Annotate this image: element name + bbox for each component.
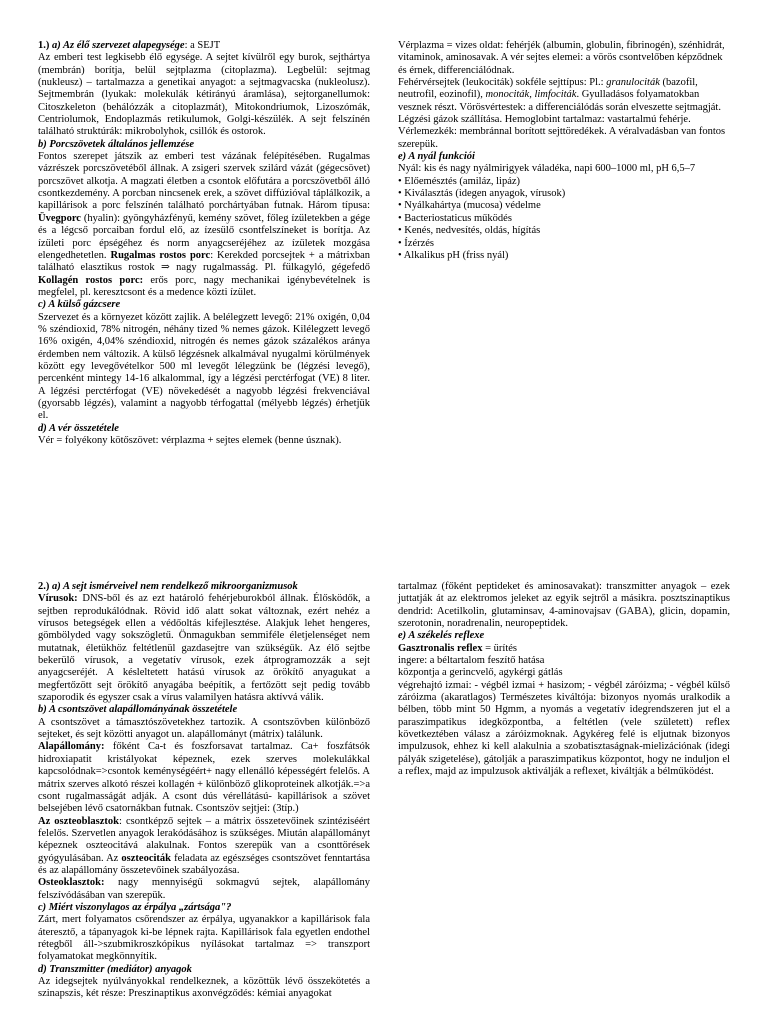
nyal-list-item: • Előemésztés (amiláz, lipáz) <box>398 175 521 187</box>
transzmitter-heading: d) Transzmitter (mediátor) anyagok <box>38 963 192 975</box>
gazcsere-heading: c) A külső gázcsere <box>38 299 121 311</box>
oszteoblaszt-paragraph: Az oszteoblasztok: csontképző sejtek – a mátrix összetevőinek szintéziséért felelős. Szervetlen anyagok lerakódásához is szükséges. Miután alapállományt képeznek oszteocitává alakulnak. Fontos szerepük van a csonttörések gyógyulásában. Az oszteociták feladata az egészséges csontszövet fenntartása és az alapállomány összetevőinek szabályozása. <box>38 815 371 876</box>
oszteoklaszt-paragraph: Osteoklasztok: nagy mennyiségű sokmagvú sejtek, alapállomány felszívódásában van szerepük. <box>38 877 370 901</box>
nyal-intro: Nyál: kis és nagy nyálmirigyek váladéka, napi 600–1000 ml, pH 6,5–7 <box>398 163 696 175</box>
transzmitter-continued-paragraph: tartalmaz (főként peptideket és aminosavakat): transzmitter anyagok – ezek juttatják át az elektromos jeleket az egyik sejtről a másikra. posztszinaptikus dendrid: Acetilkolin, glutaminsav, 4-aminovajsav (GABA), glicin, dopamin, szerotonin, noradrenalin, neuropeptidek. <box>398 581 730 630</box>
erpalya-heading: c) Miért viszonylagos az érpálya „zártsága"? <box>38 901 232 913</box>
gasztronalis-line: Gasztronalis reflex = ürítés <box>398 642 517 654</box>
alapallomany-paragraph: Alapállomány: főként Ca-t és foszforsavat tartalmaz. Ca+ foszfátsók hidroxiapatit kristályokat képeznek, ezek szerves molekulákkal kapcsolódnak=>csontok keménységéért+ nagy ellenálló képességért felelős. A mátrix szerves alkotó részei kollagén + különböző glikoproteinek alkotják.=>a csont rugalmasságát adják. A csont dús vérellátású- kapillárisok a szövet belsejében lévő csatornákban futnak. Csontszöv sejtjei: (3típ.) <box>38 741 371 815</box>
nyal-list-item: • Nyálkahártya (mucosa) védelme <box>398 200 541 212</box>
transzmitter-paragraph: Az idegsejtek nyúlványokkal rendelkeznek, a közöttük lévő összekötetés a szinapszis, két része: Preszinaptikus axonvégződés: kémiai anyagokat <box>38 976 370 1000</box>
vegrehajto-paragraph: végrehajtó izmai: - végbél izmai + hasizom; - végbél záróizma; - végbél külső záróizma (akaratlagos) Természetes kiváltója: bizonyos nyomás uralkodik a bélben, több mint 50 Hgmm, a nyomás a vegetatív idegrendszeren jut el a paraszimpatikus idegközpontba, a feltétlen (vele született) reflex következtében válasz a záróizmoknak. Agykéreg felé is eljutnak bizonyos impulzusok, ehhez ki kell alakulnia a szobatisztaságnak-mielizációnak (idegi pályák szigetelése), gátolják a paraszimpatikus központot, hogy ne induljon el a reflex, majd az impulzusok aktiválják a reflexet, kiváltják a bélműködést. <box>398 679 730 778</box>
section2-right-column <box>398 581 730 779</box>
kozpontja-line: központja a gerincvelő, agykérgi gátlás <box>398 667 563 679</box>
nyal-list-item: • Kenés, nedvesítés, oldás, hígítás <box>398 225 541 237</box>
feherversejt-paragraph: Fehérvérsejtek (leukociták) sokféle sejttípus: Pl.: granulociták (bazofil, neutrofil, eozinofil), monociták, limfociták. Gyulladásos folyamatokban vesznek részt. Vörösvértestek: a differenciálódás során elveszette sejtmagját. Légzési gázok szállítása. Hemoglobint tartalmaz: vastartalmú fehérje. Vérlemezkék: membránnal borított sejttöredékek. A véralvadásban van fontos szerepük. <box>398 77 726 150</box>
virusok-paragraph: Vírusok: DNS-ből és az ezt határoló fehérjeburokból állnak. Élősködők, a sejtben reprodukálódnak. Rövid idő alatt sokat változnak, ezért nehéz a vírusos betegségek ellen a védőoltás kifejlesztése. Alakjuk lehet hengeres, gömbölyded vagy sokszögletű. Önmagukban semmiféle életjelenséget nem mutatnak, életükhöz feltétlenül gazdasejtre van szükségük. Az élő sejtbe bekerülő vírusok, a vegetatív vírusok, ezek átprogramozzák a sejt anyagcseréjét. A késleltetett hatású vírusok az örökítő anyagukat a megfertőzött sejt örökítő anyagába beépítik, a fertőzött sejt pedig tovább szaporodik és egyszer csak a vírus valamilyen hatásra aktívvá válik. <box>38 593 370 704</box>
nyal-list-item: • Alkalikus pH (friss nyál) <box>398 249 509 261</box>
section1-right-column <box>398 40 730 262</box>
verplazma-paragraph: Vérplazma = vizes oldat: fehérjék (albumin, globulin, fibrinogén), szénhidrát, vitaminok, aminosavak. A vér sejtes elemei: a vörös csontvelőben képződnek és érnek, differenciálódnak. <box>398 40 725 76</box>
section2-heading: 2.) a) A sejt ismérveivel nem rendelkező mikroorganizmusok <box>38 581 298 592</box>
erpalya-paragraph: Zárt, mert folyamatos csőrendszer az érpálya, ugyanakkor a kapillárisok fala áteresztő, a tápanyagok ki-be lépnek rajta. Kapillárisok fala egyetlen endothel rétegből áll->szubmikroszkópikus nyílásokat tartalmaz => transzport folyamatokat megkönnyítik. <box>38 914 370 963</box>
section2-left-column <box>38 581 370 1001</box>
ver-paragraph: Vér = folyékony kötőszövet: vérplazma + sejtes elemek (benne úsznak). <box>38 435 342 446</box>
nyal-heading: e) A nyál funkciói <box>398 151 475 163</box>
csontszovet-paragraph: A csontszövet a támasztószövetekhez tartozik. A csontszövben különböző sejteket, és sejt közötti anyagot un. alapállományt (mátrix) találunk. <box>38 716 370 741</box>
szekeles-heading: e) A székelés reflexe <box>398 630 485 642</box>
nyal-list-item: • Kiválasztás (idegen anyagok, vírusok) <box>398 188 566 200</box>
nyal-list-item: • Bacteriostaticus működés <box>398 212 512 224</box>
csontszovet-heading: b) A csontszövet alapállományának összetétele <box>38 704 238 716</box>
ingere-line: ingere: a béltartalom feszítő hatása <box>398 655 545 667</box>
section1-left-column <box>38 40 370 447</box>
nyal-list-item: • Ízérzés <box>398 237 435 249</box>
gazcsere-paragraph: Szervezet és a környezet között zajlik. A belélegzett levegő: 21% oxigén, 0,04 % széndioxid, 78% nitrogén, néhány tized % nemes gázok. Kilélegzett levegő 16% oxigén, 4,04% széndioxid, nitrogén és nemes gázok százalékos aránya érdemben nem változik. A külső légzésnek alkalmával nyugalmi körülmények között egy levegővételkor 500 ml levegőt lélegzünk be (légzési levegő), percenként mintegy 14-16 alkalommal, így a légzési perctérfogat (VE) 8 liter. A légzési perctérfogat (VE) növekedését a nagyobb légzési frekvenciával (gyorsabb légzés), valamint a nagyobb térfogattal (mélyebb légzés) érhetjük el. <box>38 311 370 422</box>
sejt-paragraph: Az emberi test legkisebb élő egysége. A sejtet kívülről egy burok, sejthártya (membrán) borítja, belül sejtplazma (citoplazma). Legbelül: sejtmag (nukleusz) – tartalmazza a genetikai anyagot: a sejtmagvacska (nukleolusz). Sejtmembrán (lyukak: molekulák kétirányú áramlása), sejtorganellumok: Citoszkeleton (behálózzák a citoplazmát), Mitokondriumok, Lizoszómák, Centriolumok, Endoplazmás retikulumok, Golgi-készülék. A sejt felszínén található struktúrák: mikrobolyhok, csillók és ostorok. <box>38 52 370 138</box>
porcszovet-paragraph: Fontos szerepet játszik az emberi test vázának felépítésében. Rugalmas vázrészek porcszövetéből állnak. A zsigeri szervek szilárd vázát (gégecsövet) porcszövet alkotja. A magzati életben a csontok előfutára a porcszövetből álló csontkezdemény. A porcban nincsenek erek, a szövet diffúzióval táplálkozik, a kapillárisok a porc felszínén található porchártyában futnak. Három típusa: Üvegporc (hyalin): gyöngyházfényű, kemény szövet, főleg ízületekben a gége és a légcső porcaiban fordul elő, az ízesülő csontfelszíneket is borítja. Az ízületi porc épségéhez és norm anyagcseréjéhez az ízületek mozgása elengedhetetlen. Rugalmas rostos porc: Kerekded porcsejtek + a mátrixban található elasztikus rostok ⇒ nagy rugalmasság. Pl. fülkagyló, gégefedő Kollagén rostos porc: erős porc, nagy mechanikai igénybevételnek is megfelel, pl. keresztcsont és a medence közti ízület. <box>38 151 370 298</box>
ver-heading: d) A vér összetétele <box>38 422 119 434</box>
section1-heading: 1.) a) Az élő szervezet alapegysége: a SEJT <box>38 40 221 51</box>
porcszovet-heading: b) Porcszövetek általános jellemzése <box>38 138 195 150</box>
